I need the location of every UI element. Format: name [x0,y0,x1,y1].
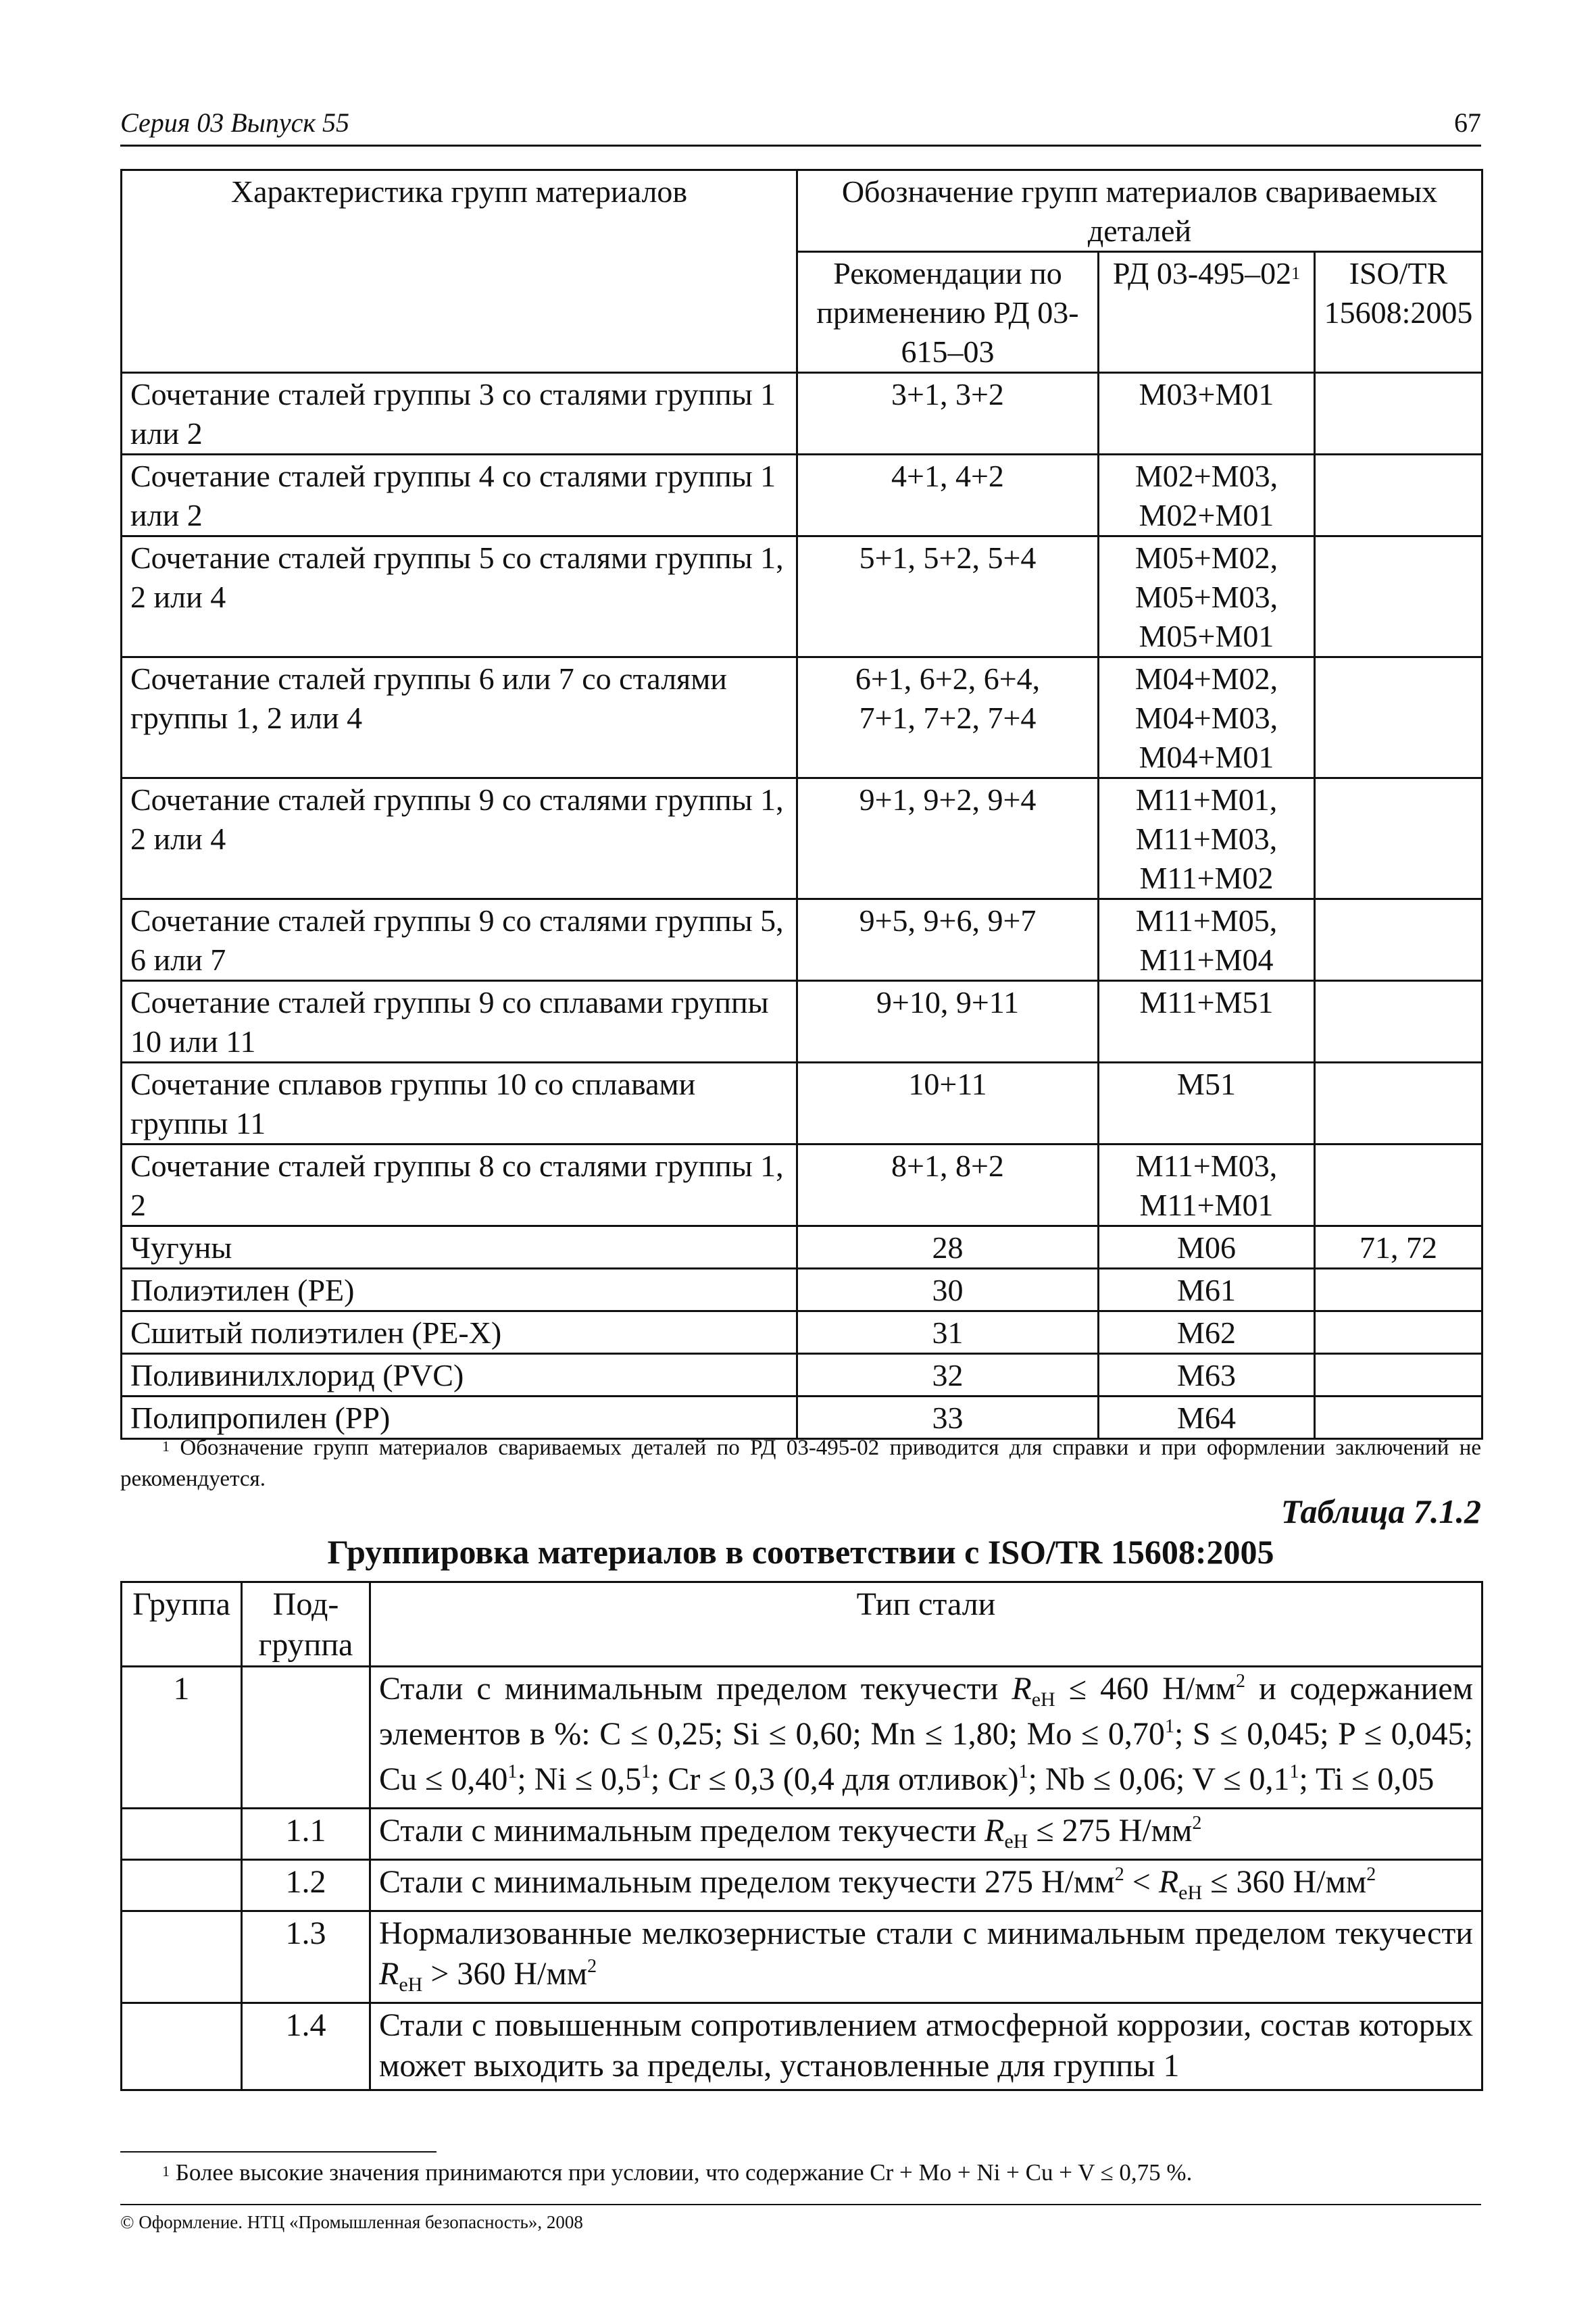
footnote-text: Обозначение групп материалов свариваемых деталей по РД 03-495-02 приводится для справки и при оформлении заключений не рекомендуется. [120,1436,1482,1491]
table-row [122,1145,1482,1226]
row-iso [1315,981,1482,1063]
row-recommendation: 31 [797,1311,1099,1354]
row-characteristic: Сочетание сталей группы 8 со сталями группы 1, 2 [122,1145,797,1226]
page-number: 67 [1454,107,1481,138]
table-row [122,657,1482,778]
row-characteristic: Сшитый полиэтилен (PE-X) [122,1311,797,1354]
row-rd: М11+М03, М11+М01 [1099,1145,1315,1226]
table-row [122,455,1482,536]
table1-footnote [120,1432,1481,1494]
row-rd: М51 [1099,1063,1315,1145]
footnote-mark: 1 [162,1438,170,1455]
row-recommendation: 9+10, 9+11 [797,981,1099,1063]
row-steel-type-text: Стали с минимальным пределом текучести $R_{eH} \le 275$ $Н/мм^2$ [379,1813,1202,1853]
header-group: Группа [122,1582,242,1667]
row-recommendation: 28 [797,1226,1099,1269]
table-row [122,1311,1482,1354]
header-steel-type: Тип стали [370,1582,1482,1667]
row-iso [1315,657,1482,778]
row-rd: М11+М01, М11+М03, М11+М02 [1099,778,1315,899]
row-rd: М61 [1099,1269,1315,1311]
row-recommendation: 30 [797,1269,1099,1311]
iso-grouping-table [120,1581,1483,2091]
table-row [122,2003,1482,2090]
bottom-rule [120,2204,1481,2205]
row-characteristic: Сочетание сталей группы 5 со сталями группы 1, 2 или 4 [122,536,797,657]
row-group [122,1809,242,1860]
row-steel-type-text: Нормализованные мелкозернистые стали с минимальным пределом текучести $R_{eH} > 360$ $Н/мм^2$ [379,1915,1473,1996]
row-recommendation: 5+1, 5+2, 5+4 [797,536,1099,657]
row-rd: М63 [1099,1354,1315,1397]
header-rd-footnote-mark: 1 [1291,263,1301,283]
row-recommendation: 33 [797,1397,1099,1439]
footnote-mark: 1 [162,2163,170,2180]
row-characteristic: Полипропилен (PP) [122,1397,797,1439]
table-row [122,1667,1482,1809]
header-designation: Обозначение групп материалов свариваемых деталей [797,170,1482,252]
row-subgroup: 1.4 [242,2003,370,2090]
row-recommendation: 32 [797,1354,1099,1397]
row-iso: 71, 72 [1315,1226,1482,1269]
row-subgroup [242,1667,370,1809]
table-row [122,1860,1482,1911]
row-characteristic: Сочетание сплавов группы 10 со сплавами группы 11 [122,1063,797,1145]
row-characteristic: Чугуны [122,1226,797,1269]
header-rd [1099,252,1315,373]
series-title: Серия 03 Выпуск 55 [120,107,350,138]
row-characteristic: Поливинилхлорид (PVC) [122,1354,797,1397]
row-steel-type [370,2003,1482,2090]
row-steel-type [370,1911,1482,2003]
row-iso [1315,536,1482,657]
row-steel-type-text: Стали с минимальным пределом текучести 275 $Н/мм^2 < R_{eH} \le 360$ $Н/мм^2$ [379,1864,1376,1904]
footnote-text: Более высокие значения принимаются при условии, что содержание Cr + Mo + Ni + Cu + V ≤ 0,75 %. [175,2159,1193,2186]
row-steel-type-text: Стали с повышенным сопротивлением атмосферной коррозии, состав которых может выходить за пределы, установленные для группы 1 [379,2007,1473,2084]
row-group [122,1860,242,1911]
table-row [122,1269,1482,1311]
table2-number: Таблица 7.1.2 [1280,1492,1481,1530]
row-characteristic: Сочетание сталей группы 9 со сталями группы 5, 6 или 7 [122,899,797,981]
material-groups-table [120,169,1483,1440]
row-steel-type [370,1860,1482,1911]
row-recommendation: 3+1, 3+2 [797,373,1099,455]
header-characteristic: Характеристика групп материалов [122,170,797,373]
row-recommendation: 10+11 [797,1063,1099,1145]
header-iso: ISO/TR 15608:2005 [1315,252,1482,373]
row-subgroup: 1.2 [242,1860,370,1911]
table-row [122,373,1482,455]
row-iso [1315,373,1482,455]
row-rd: М03+М01 [1099,373,1315,455]
table-row [122,899,1482,981]
row-characteristic: Сочетание сталей группы 9 со сплавами группы 10 или 11 [122,981,797,1063]
table-header-row [122,170,1482,252]
row-rd: М11+М05, М11+М04 [1099,899,1315,981]
table-row [122,1226,1482,1269]
row-rd: М02+М03, М02+М01 [1099,455,1315,536]
running-header [120,107,1481,147]
row-iso [1315,1063,1482,1145]
footnote-separator [120,2151,437,2153]
row-rd: М04+М02, М04+М03, М04+М01 [1099,657,1315,778]
table-row [122,536,1482,657]
table-row [122,981,1482,1063]
row-group [122,1911,242,2003]
row-subgroup: 1.3 [242,1911,370,2003]
row-iso [1315,1269,1482,1311]
row-steel-type [370,1667,1482,1809]
copyright: © Оформление. НТЦ «Промышленная безопасность», 2008 [120,2212,583,2232]
row-steel-type-text: Стали с минимальным пределом текучести $R_{eH} \le 460$ $Н/мм^2$ и содержанием элементов в %: C ≤ 0,25; Si ≤ 0,60; Mn ≤ 1,80; $Mo \le 0,70^1$; S ≤ 0,045; P ≤ 0,045; $Cu \le 0,40^1$; $Ni \le 0,5^1$; Cr ≤ 0,3 (0,4 для отливок)$^1$; Nb ≤ 0,06; $V \le 0,1^1$; Ti ≤ 0,05 [379,1671,1474,1797]
table-row [122,1809,1482,1860]
row-recommendation: 9+1, 9+2, 9+4 [797,778,1099,899]
row-characteristic: Сочетание сталей группы 4 со сталями группы 1 или 2 [122,455,797,536]
row-steel-type [370,1809,1482,1860]
row-characteristic: Сочетание сталей группы 6 или 7 со сталями группы 1, 2 или 4 [122,657,797,778]
header-subgroup: Под-группа [242,1582,370,1667]
table-row [122,1354,1482,1397]
row-group [122,2003,242,2090]
table-row [122,1911,1482,2003]
row-rd: М05+М02, М05+М03, М05+М01 [1099,536,1315,657]
row-recommendation: 8+1, 8+2 [797,1145,1099,1226]
row-recommendation: 6+1, 6+2, 6+4, 7+1, 7+2, 7+4 [797,657,1099,778]
row-rd: М62 [1099,1311,1315,1354]
row-iso [1315,899,1482,981]
row-recommendation: 9+5, 9+6, 9+7 [797,899,1099,981]
row-iso [1315,455,1482,536]
header-rd-label: РД 03-495–02 [1112,256,1292,291]
table-header-row [122,1582,1482,1667]
row-iso [1315,778,1482,899]
table-row [122,778,1482,899]
row-characteristic: Сочетание сталей группы 3 со сталями группы 1 или 2 [122,373,797,455]
row-group: 1 [122,1667,242,1809]
row-subgroup: 1.1 [242,1809,370,1860]
header-recommendations: Рекомендации по применению РД 03-615–03 [797,252,1099,373]
table-row [122,1063,1482,1145]
row-characteristic: Полиэтилен (PE) [122,1269,797,1311]
table2-title: Группировка материалов в соответствии с ISO/TR 15608:2005 [327,1533,1274,1571]
row-iso [1315,1354,1482,1397]
row-iso [1315,1145,1482,1226]
row-rd: М64 [1099,1397,1315,1439]
page-footnote [120,2157,1481,2189]
row-rd: М06 [1099,1226,1315,1269]
row-characteristic: Сочетание сталей группы 9 со сталями группы 1, 2 или 4 [122,778,797,899]
row-rd: М11+М51 [1099,981,1315,1063]
row-recommendation: 4+1, 4+2 [797,455,1099,536]
row-iso [1315,1311,1482,1354]
